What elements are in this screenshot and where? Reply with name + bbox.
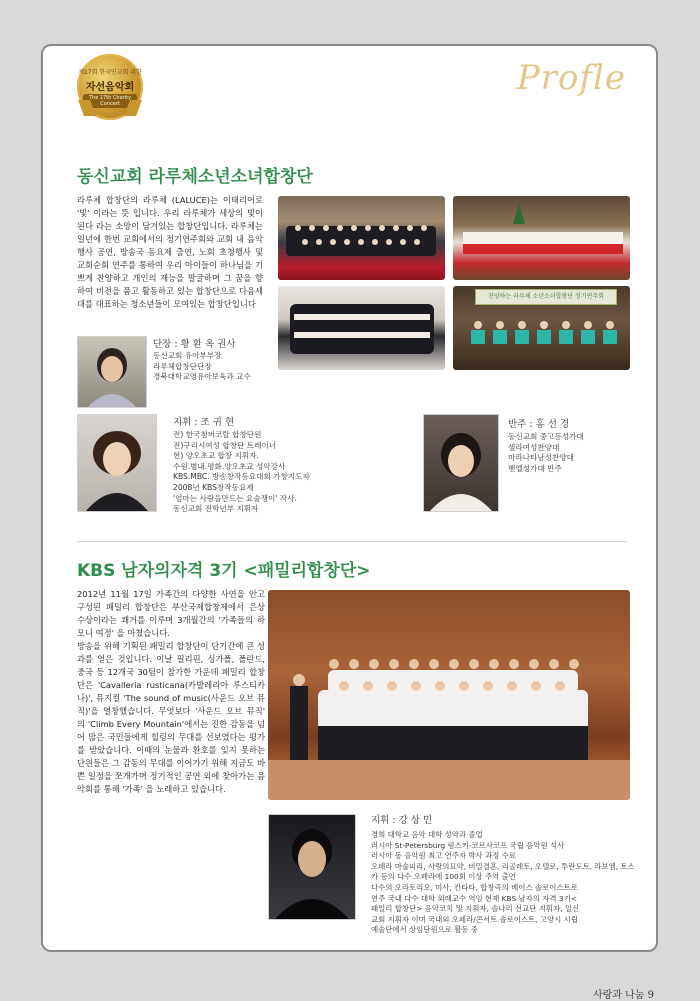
section2-title: KBS 남자의자격 3기 <패밀리합창단> xyxy=(77,561,371,581)
choir-photo-1 xyxy=(278,196,445,280)
badge-title: 자선음악회 xyxy=(85,82,135,93)
family-choir-figures xyxy=(268,590,630,800)
badge-line1: 제17회 한국인교회 위한 xyxy=(78,69,142,76)
section1-title: 동신교회 라루체소년소녀합창단 xyxy=(77,167,313,187)
leader-portrait xyxy=(77,336,147,408)
accompanist-details: 동신교회 중고등성가대 셀라여성찬양대 마라나타남성찬양대 벧엘성가대 반주 xyxy=(508,432,584,473)
choir-photo-1-figures xyxy=(278,196,445,280)
section-divider xyxy=(77,541,627,542)
page-frame xyxy=(41,44,658,952)
accompanist-portrait-figure xyxy=(424,415,498,511)
page-footer: 사랑과 나눔 9 xyxy=(592,990,654,1001)
leader-details: 동신교회 유아부부장 라루체합창단단장 경북대학교영유아보육과 교수 xyxy=(153,351,251,382)
conductor2-details: 경희 대학교 음악 대학 성악과 졸업 러시아 St-Petersburg 림스키-코르사코프 국립 음악원 석사 러시아 동 음악원 최고 연주자 박사 과정 수료 오페라 마술피리, 사랑의묘약, 비밀결혼, 리골레토, 오텔로, 투란도트, 라보엠, 토스카 등의 다수 오페라에 100회 이상 주역 출연 다수의 오라토리오, 미사, 칸타타, 합창곡의 베이스 솔로이스트로 연주 국내 다수 대학 외래교수 역임 현재 KBS 남자의 자격 3기< 패밀리 합창단> 음악코치 및 지휘자, 솔나리 선교단 지휘자, 일신 교회 지휘자 이며 국내외 오페라/콘서트 솔로이스트, 고양시 시립 예술단에서 상임단원으로 활동 중 xyxy=(371,830,635,935)
choir-photo-2 xyxy=(453,196,630,280)
conductor2-portrait-figure xyxy=(269,815,355,919)
section1-description: 라루체 합창단의 라루체 (LALUCE)는 이태리어로 '빛' 이라는 뜻 입니다. 우리 라루체가 세상의 빛이 된다 라는 소망이 담겨있는 합창단입니다. 라루체는 일년에 한번 교회에서의 정기연주회와 교회 내 음악행사 공연, 방송국 동요제 출연, 노회 초청행사 및 교회순회 연주를 통하여 우리 아이들이 하나님을 기쁘게 찬양하고 개인의 재능을 발굴하며 그 꿈을 향하여 비전을 품고 활동하고 있는 합창단으로 다음세대를 대표하는 청소년들이 모여있는 합창단입니다 xyxy=(77,195,263,309)
family-choir-photo xyxy=(268,590,630,800)
accompanist-label: 반주 : 홍 선 경 xyxy=(508,419,570,430)
conductor1-portrait xyxy=(77,414,157,512)
conductor2-portrait xyxy=(268,814,356,920)
conductor1-details: 전) 한국첨버코랄 합창단원 전)구리시여성 합창단 트레이너 현) 양오초교 합창 지휘자. 수원.별내.평화.양오초교 성악강사 KBS.MBC. 방송창작동요대회 가창지도자 2008년 KBS창작동요제 '엄마는 사랑을만드는 요술쟁이' 작사. 동신교회 전학년부 지휘자 xyxy=(173,430,310,514)
leader-portrait-figure xyxy=(78,337,146,407)
choir-photo-4 xyxy=(453,286,630,370)
conductor2-label: 지휘 : 강 상 민 xyxy=(371,815,433,826)
badge-subtitle: The 17th Charity Concert xyxy=(83,94,137,108)
leader-label: 단장 : 황 환 옥 권사 xyxy=(153,339,236,350)
conductor1-label: 지휘 : 조 귀 현 xyxy=(173,417,235,428)
section2-description: 2012년 11월 17일 가족간의 다양한 사연을 안고 구성된 패밀리 합창단은 부산국제합창제에서 은상 수상이라는 쾌거를 이루며 3개월간의 '가족들의 하모니 여정' 을 마쳤습니다. 방송을 위해 기획된 패밀리 합창단이 단기간에 큰 성과를 얻은 것입니다. 이날 필리핀, 싱가폴, 폴란드, 중국 등 12개국 30팀이 참가한 가운데 패밀리 합창단은 'Cavalleria rusticana(카발레리아 루스티카나)', 뮤지컬 'The sound of music(사운드 오브 뮤직)'을 열창했습니다. 무엇보다 '사운드 오브 뮤직' 의 'Climb Every Mountain'에서는 진한 감동을 넘어 많은 국민들에게 힐링의 무대를 선보였다는 평가를 받았습니다. 이때의 눈물과 환호를 잊지 못하는 단원들은 그 감동의 무대를 이어가기 위해 지금도 바쁜 일정을 쪼개가며 정기적인 공연 외에 찾아가는 음악회를 통해 '가족' 을 노래하고 있습니다. xyxy=(77,589,265,794)
conductor1-portrait-figure xyxy=(78,415,156,511)
accompanist-portrait xyxy=(423,414,499,512)
profile-heading: Profle xyxy=(516,58,626,98)
choir-photo-2-figures xyxy=(453,196,630,280)
concert-banner: 찬양하는 라루체 소년소녀합창단 정기연주회 xyxy=(475,289,617,305)
